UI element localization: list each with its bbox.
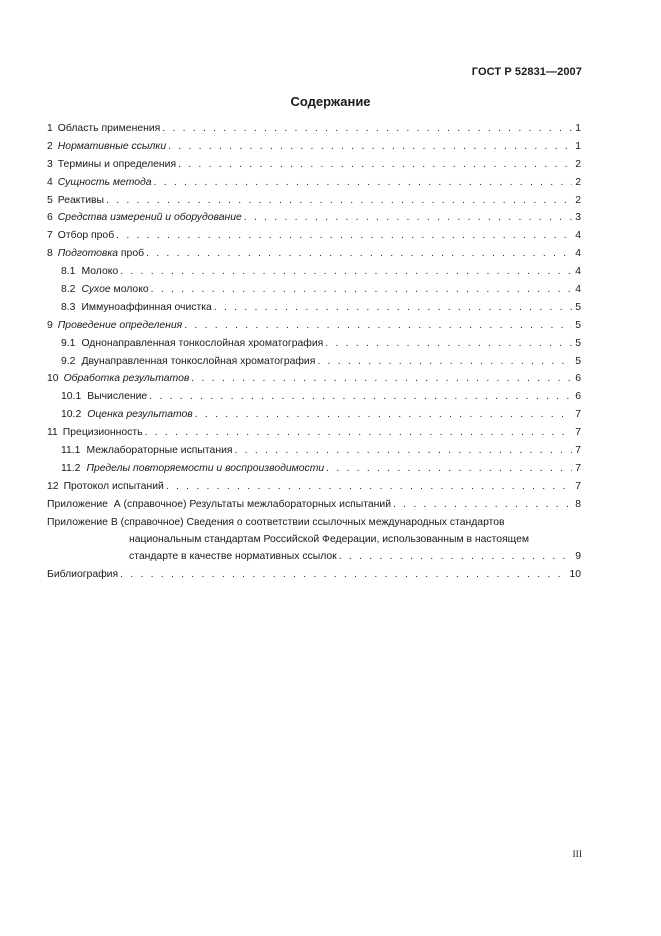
toc-entry-title: Термины и определения [57,158,177,170]
appendix-b-line2: национальным стандартам Российской Федерации, использованным в настоящем [129,534,529,545]
toc-entry-number: 10.2 [61,409,82,421]
appendix-b-prefix: Приложение В (справочное) [47,516,184,528]
toc-entry-title: Сущность метода [57,176,152,188]
dot-leader [326,460,572,478]
appendix-b-line1: Сведения о соответствии ссылочных международных стандартов [186,516,505,528]
toc-entry-number: 8.2 [61,284,76,296]
dot-leader [317,353,572,371]
toc-entry-page: 5 [575,337,581,349]
toc-entry[interactable] [47,424,581,442]
toc-entry-title: Подготовка [57,248,119,260]
table-of-contents [47,120,581,584]
toc-entry-number: 6 [47,212,53,224]
toc-entry[interactable] [47,174,581,192]
toc-entry-title: Приложение А (справочное) Результаты межлабораторных испытаний [47,498,391,510]
toc-entry-title: Область применения [57,123,161,134]
toc-entry-title: Средства измерений и оборудование [57,212,242,224]
toc-entry-number: 8.3 [61,301,76,313]
toc-entry-number: 9.1 [61,337,76,349]
dot-leader [191,370,572,388]
dot-leader [154,174,572,192]
toc-entry-number: 4 [47,176,53,188]
toc-entry-page: 7 [575,480,581,492]
toc-entry[interactable] [47,353,581,371]
bibliography-title: Библиография [47,568,119,580]
toc-entry-title: Вычисление [87,391,148,403]
dot-leader [393,496,572,514]
toc-entry-title: Проведение определения [57,319,183,331]
dot-leader [162,120,572,138]
dot-leader [149,388,572,406]
toc-entry-page: 7 [575,462,581,474]
toc-entry-page: 8 [575,498,581,510]
toc-entry-bibliography[interactable] [47,566,581,584]
toc-entry-title: Обработка результатов [63,373,190,385]
toc-entry[interactable] [47,156,581,174]
dot-leader [168,138,572,156]
toc-entry-number: 8 [47,248,53,260]
toc-entry-page: 1 [575,123,581,134]
dot-leader [116,227,572,245]
toc-entry-title: Пределы повторяемости и воспроизводимости [86,462,325,474]
toc-entry[interactable] [47,442,581,460]
toc-entry-title: Оценка результатов [87,409,193,421]
toc-entry[interactable] [47,281,581,299]
toc-entry[interactable] [47,496,581,514]
toc-entry-number: 9 [47,319,53,331]
toc-entry[interactable] [47,138,581,156]
dot-leader [339,548,572,565]
dot-leader [235,442,573,460]
toc-entry-page: 1 [575,140,581,152]
dot-leader [151,281,572,299]
toc-entry-number: 12 [47,480,59,492]
toc-entry-title: Прецизионность [62,427,143,439]
toc-entry[interactable] [47,299,581,317]
dot-leader [106,192,572,210]
dot-leader [120,263,572,281]
dot-leader [325,335,572,353]
dot-leader [195,406,572,424]
toc-entry-page: 7 [575,409,581,421]
toc-entry-number: 8.1 [61,266,76,278]
toc-entries [47,120,581,514]
document-code: ГОСТ Р 52831—2007 [471,66,582,78]
bibliography-page: 10 [569,568,581,580]
toc-entry[interactable] [47,192,581,210]
toc-entry-number: 1 [47,123,53,134]
toc-entry-page: 6 [575,373,581,385]
toc-entry-page: 5 [575,355,581,367]
toc-entry-page: 7 [575,445,581,457]
toc-entry-number: 9.2 [61,355,76,367]
dot-leader [146,245,572,263]
toc-entry-page: 6 [575,391,581,403]
toc-entry-page: 5 [575,301,581,313]
toc-entry[interactable] [47,120,581,138]
toc-entry-number: 11.1 [61,445,81,457]
toc-entry-page: 2 [575,194,581,206]
toc-entry-title: молоко [110,284,149,296]
appendix-b-line3: стандарте в качестве нормативных ссылок [129,551,337,563]
toc-entry-number: 3 [47,158,53,170]
toc-entry-page: 4 [575,284,581,296]
dot-leader [120,566,566,584]
toc-entry[interactable] [47,263,581,281]
toc-entry[interactable] [47,370,581,388]
toc-entry-title: Нормативные ссылки [57,140,167,152]
toc-entry-title: Межлабораторные испытания [86,445,233,457]
dot-leader [184,317,572,335]
toc-entry-page: 7 [575,427,581,439]
toc-entry-number: 11 [47,427,58,439]
toc-entry-page: 5 [575,319,581,331]
toc-entry[interactable] [47,460,581,478]
toc-entry-page: 4 [575,266,581,278]
toc-entry-number: 2 [47,140,53,152]
toc-entry-number: 10 [47,373,59,385]
toc-entry-page: 4 [575,230,581,242]
toc-entry-number: 5 [47,194,53,206]
toc-entry[interactable] [47,478,581,496]
toc-entry-number: 10.1 [61,391,82,403]
toc-entry-page: 2 [575,176,581,188]
appendix-b-page: 9 [575,551,581,563]
dot-leader [166,478,572,496]
toc-entry[interactable] [47,317,581,335]
dot-leader [178,156,572,174]
toc-entry[interactable] [47,335,581,353]
toc-entry-page: 4 [575,248,581,260]
toc-entry-title: проб [118,248,145,260]
toc-entry[interactable] [47,388,581,406]
dot-leader [145,424,572,442]
dot-leader [214,299,572,317]
toc-entry-title: Однонаправленная тонкослойная хроматография [81,337,324,349]
toc-entry-number: 7 [47,230,53,242]
toc-entry-page: 3 [575,212,581,224]
toc-entry-title: Протокол испытаний [63,480,164,492]
toc-entry-appendix-b[interactable] [47,514,581,566]
toc-entry-title: Отбор проб [57,230,115,242]
dot-leader [244,209,572,227]
toc-entry-page: 2 [575,158,581,170]
toc-entry-title: Молоко [81,266,119,278]
toc-entry[interactable] [47,245,581,263]
toc-entry-title: Иммуноаффинная очистка [81,301,212,313]
toc-title: Содержание [290,94,371,109]
toc-entry[interactable] [47,209,581,227]
toc-entry-title: Реактивы [57,194,105,206]
toc-entry-title: Двунаправленная тонкослойная хроматография [81,355,316,367]
toc-entry-number: 11.2 [61,462,81,474]
toc-entry-title: Сухое [81,284,111,296]
toc-entry[interactable] [47,227,581,245]
page-number: III [572,850,582,860]
toc-entry[interactable] [47,406,581,424]
